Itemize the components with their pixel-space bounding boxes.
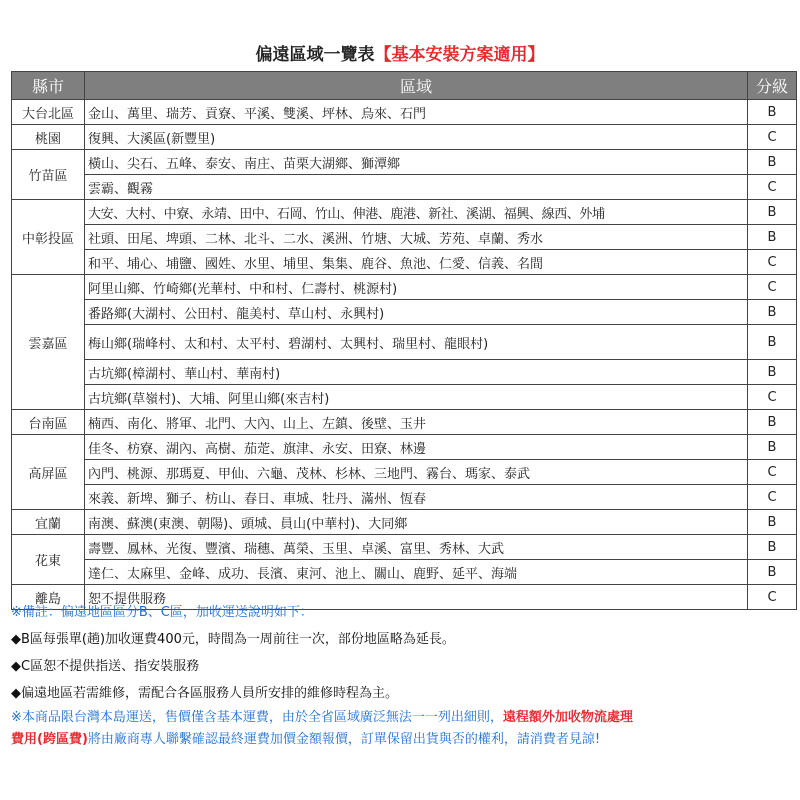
table-row bbox=[12, 535, 797, 560]
county-cell: 台南區 bbox=[12, 410, 85, 435]
table-row bbox=[12, 410, 797, 435]
county-cell: 竹苗區 bbox=[12, 150, 85, 200]
area-cell: 達仁、太麻里、金峰、成功、長濱、東河、池上、關山、鹿野、延平、海端 bbox=[85, 560, 748, 585]
disclaimer-text: ※本商品限台灣本島運送，售價僅含基本運費，由於全省區域廣泛無法一一列出細則， bbox=[11, 710, 503, 725]
grade-cell: C bbox=[748, 175, 797, 200]
table-row bbox=[12, 200, 797, 225]
table-row bbox=[12, 560, 797, 585]
disclaimer-text: 將由廠商專人聯繫確認最終運費加價金額報價，訂單保留出貨與否的權利，請消費者見諒! bbox=[87, 732, 601, 747]
region-table bbox=[11, 71, 797, 610]
note-bullet: ◆偏遠地區若需維修，需配合各區服務人員所安排的維修時程為主。 bbox=[11, 686, 398, 701]
notes-section bbox=[11, 604, 796, 751]
area-cell: 楠西、南化、將軍、北門、大內、山上、左鎮、後壁、玉井 bbox=[85, 410, 748, 435]
table-row bbox=[12, 300, 797, 325]
area-cell: 來義、新埤、獅子、枋山、春日、車城、牡丹、滿州、恆春 bbox=[85, 485, 748, 510]
table-row bbox=[12, 485, 797, 510]
area-cell: 雲霸、觀霧 bbox=[85, 175, 748, 200]
area-cell: 古坑鄉(草嶺村)、大埔、阿里山鄉(來吉村) bbox=[85, 385, 748, 410]
grade-cell: B bbox=[748, 225, 797, 250]
grade-cell: C bbox=[748, 385, 797, 410]
table-row bbox=[12, 385, 797, 410]
title-main: 偏遠區域一覽表 bbox=[255, 45, 375, 65]
grade-cell: B bbox=[748, 360, 797, 385]
grade-cell: C bbox=[748, 275, 797, 300]
table-row bbox=[12, 125, 797, 150]
county-cell: 中彰投區 bbox=[12, 200, 85, 275]
grade-cell: C bbox=[748, 250, 797, 275]
grade-cell: B bbox=[748, 325, 797, 360]
county-cell: 宜蘭 bbox=[12, 510, 85, 535]
county-cell: 高屏區 bbox=[12, 435, 85, 510]
grade-cell: B bbox=[748, 100, 797, 125]
area-cell: 社頭、田尾、埤頭、二林、北斗、二水、溪洲、竹塘、大城、芳苑、卓蘭、秀水 bbox=[85, 225, 748, 250]
table-row bbox=[12, 100, 797, 125]
county-cell: 雲嘉區 bbox=[12, 275, 85, 410]
disclaimer-line-2 bbox=[11, 729, 796, 751]
grade-cell: B bbox=[748, 300, 797, 325]
area-cell: 金山、萬里、瑞芳、貢寮、平溪、雙溪、坪林、烏來、石門 bbox=[85, 100, 748, 125]
grade-cell: B bbox=[748, 560, 797, 585]
table-row bbox=[12, 460, 797, 485]
grade-cell: B bbox=[748, 535, 797, 560]
area-cell: 梅山鄉(瑞峰村、太和村、太平村、碧湖村、太興村、瑞里村、龍眼村) bbox=[85, 325, 748, 360]
notes-header: ※備註：偏遠地區區分B、C區，加收運送說明如下： bbox=[11, 605, 313, 620]
note-bullet: ◆B區每張單(趟)加收運費400元，時間為一周前往一次，部份地區略為延長。 bbox=[11, 632, 455, 647]
table-row bbox=[12, 275, 797, 300]
area-cell: 阿里山鄉、竹崎鄉(光華村、中和村、仁壽村、桃源村) bbox=[85, 275, 748, 300]
grade-cell: C bbox=[748, 125, 797, 150]
grade-cell: B bbox=[748, 435, 797, 460]
note-bullet: ◆C區恕不提供指送、指安裝服務 bbox=[11, 659, 200, 674]
table-row bbox=[12, 250, 797, 275]
area-cell: 復興、大溪區(新豐里) bbox=[85, 125, 748, 150]
area-cell: 番路鄉(大湖村、公田村、龍美村、草山村、永興村) bbox=[85, 300, 748, 325]
area-cell: 佳冬、枋寮、湖內、高樹、茄萣、旗津、永安、田寮、林邊 bbox=[85, 435, 748, 460]
area-cell: 橫山、尖石、五峰、泰安、南庄、苗栗大湖鄉、獅潭鄉 bbox=[85, 150, 748, 175]
table-row bbox=[12, 175, 797, 200]
grade-cell: B bbox=[748, 200, 797, 225]
table-header-row bbox=[12, 72, 797, 100]
area-cell: 大安、大村、中寮、永靖、田中、石岡、竹山、伸港、鹿港、新社、溪湖、福興、線西、外埔 bbox=[85, 200, 748, 225]
table-row bbox=[12, 325, 797, 360]
grade-cell: C bbox=[748, 485, 797, 510]
disclaimer-line-1 bbox=[11, 707, 796, 729]
table-row bbox=[12, 360, 797, 385]
grade-cell: B bbox=[748, 150, 797, 175]
table-row bbox=[12, 150, 797, 175]
table-row bbox=[12, 435, 797, 460]
area-cell: 古坑鄉(樟湖村、華山村、華南村) bbox=[85, 360, 748, 385]
county-cell: 離島 bbox=[12, 585, 85, 610]
area-cell: 壽豐、鳳林、光復、豐濱、瑞穗、萬榮、玉里、卓溪、富里、秀林、大武 bbox=[85, 535, 748, 560]
page-title bbox=[0, 42, 800, 68]
header-county: 縣市 bbox=[12, 72, 85, 100]
area-cell: 和平、埔心、埔鹽、國姓、水里、埔里、集集、鹿谷、魚池、仁愛、信義、名間 bbox=[85, 250, 748, 275]
header-area: 區域 bbox=[85, 72, 748, 100]
grade-cell: C bbox=[748, 585, 797, 610]
grade-cell: B bbox=[748, 510, 797, 535]
area-cell: 內門、桃源、那瑪夏、甲仙、六龜、茂林、杉林、三地門、霧台、瑪家、泰武 bbox=[85, 460, 748, 485]
table-row bbox=[12, 225, 797, 250]
grade-cell: B bbox=[748, 410, 797, 435]
county-cell: 桃園 bbox=[12, 125, 85, 150]
disclaimer-highlight: 費用(跨區費) bbox=[11, 732, 88, 747]
area-cell: 南澳、蘇澳(東澳、朝陽)、頭城、員山(中華村)、大同鄉 bbox=[85, 510, 748, 535]
disclaimer-highlight: 遠程額外加收物流處理 bbox=[502, 710, 633, 725]
area-cell: 恕不提供服務 bbox=[85, 585, 748, 610]
grade-cell: C bbox=[748, 460, 797, 485]
county-cell: 大台北區 bbox=[12, 100, 85, 125]
title-bracket: 【基本安裝方案適用】 bbox=[374, 45, 545, 65]
header-grade: 分級 bbox=[748, 72, 797, 100]
county-cell: 花東 bbox=[12, 535, 85, 585]
table-row bbox=[12, 510, 797, 535]
